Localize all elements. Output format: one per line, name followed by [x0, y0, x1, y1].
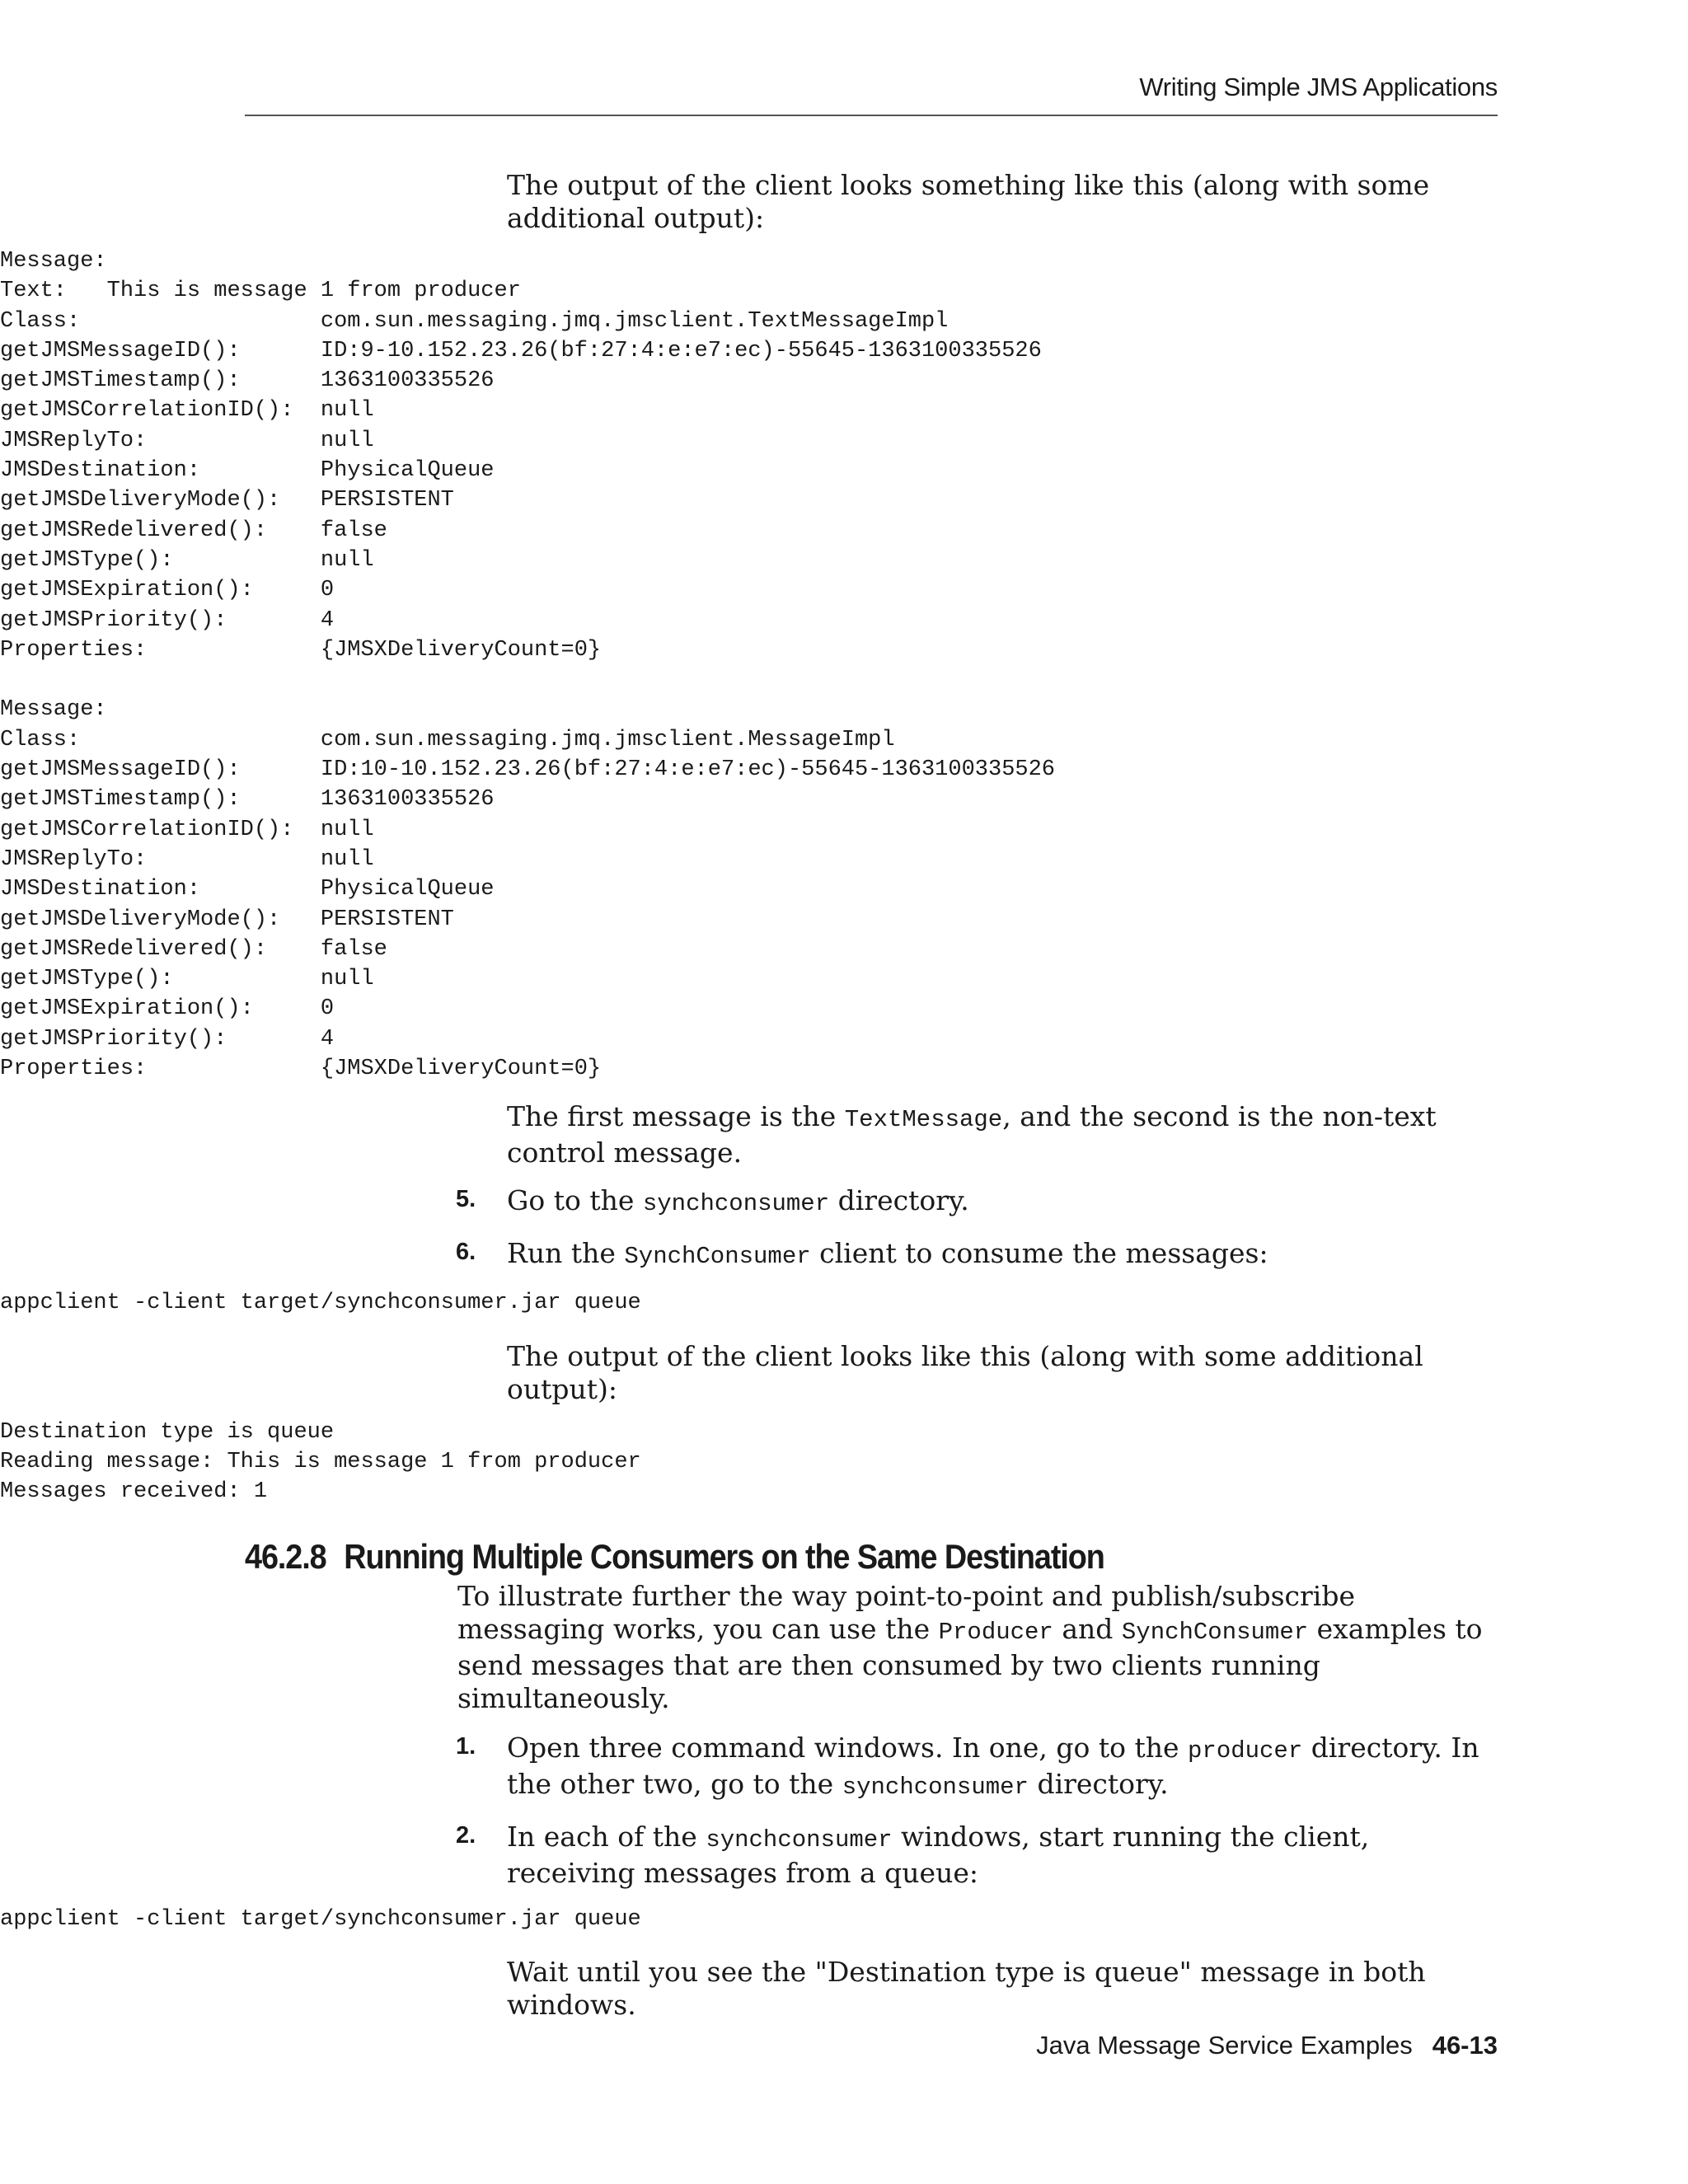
command-code-block: appclient -client target/synchconsumer.jar queue — [0, 1906, 641, 1932]
step-text: In each of the synchconsumer windows, start running the client, receiving messages from a queue: — [507, 1820, 1370, 1889]
footer-book-title: Java Message Service Examples — [1036, 2031, 1413, 2060]
first-message-paragraph: The first message is the TextMessage, and the second is the non-text control message. — [507, 1100, 1437, 1169]
inline-code-synchconsumer-class: SynchConsumer — [624, 1243, 811, 1271]
step-2 — [456, 1820, 1504, 1890]
inline-code-textmessage: TextMessage — [844, 1106, 1003, 1134]
command-code-block: appclient -client target/synchconsumer.jar queue — [0, 1291, 641, 1316]
step-text: Run the SynchConsumer client to consume the messages: — [507, 1237, 1268, 1271]
inline-code-producer-dir: producer — [1188, 1736, 1303, 1765]
page-footer — [1036, 2031, 1498, 2060]
step-6 — [456, 1237, 1504, 1273]
consumer-output-code-block: Destination type is queue Reading message: This is message 1 from producer Messages received: 1 — [0, 1419, 641, 1505]
step-number: 5. — [456, 1186, 476, 1213]
step-1 — [456, 1731, 1504, 1804]
inline-code-synchconsumer: synchconsumer — [706, 1825, 893, 1854]
inline-code-synchconsumer-class: SynchConsumer — [1121, 1618, 1309, 1646]
section-number: 46.2.8 — [245, 1536, 326, 1576]
output-paragraph: The output of the client looks like this (along with some additional output): — [507, 1339, 1423, 1405]
page-body — [0, 169, 1688, 2022]
step-text: Go to the synchconsumer directory. — [507, 1184, 969, 1218]
inline-code-synchconsumer: synchconsumer — [842, 1773, 1029, 1801]
inline-code-synchconsumer: synchconsumer — [642, 1190, 830, 1218]
section-heading — [245, 1535, 1544, 1578]
inline-code-producer: Producer — [938, 1618, 1053, 1646]
step-number: 1. — [456, 1732, 476, 1760]
wait-paragraph: Wait until you see the "Destination type is queue" message in both windows. — [507, 1955, 1426, 2021]
message-output-code-block: Message: Text: This is message 1 from producer Class: com.sun.messaging.jmq.jmsclient.TextMessageImpl getJMSMessageID(): ID:9-10.152.23.26(bf:27:4:e:e7:ec)-55645-1363100335526 getJMSTimestamp(): 1363100335526 getJMSCorrelationID(): null JMSReplyTo: null JMSDestination: PhysicalQueue getJMSDeliveryMode(): PERSISTENT getJMSRedelivered(): false getJMSType(): null getJMSExpiration(): 0 getJMSPriority(): 4 Properties: {JMSXDeliveryCount=0} Message: Class: com.sun.messaging.jmq.jmsclient.MessageImpl getJMSMessageID(): ID:10-10.152.23.26(bf:27:4:e:e7:ec)-55645-1363100335526 getJMSTimestamp(): 1363100335526 getJMSCorrelationID(): null JMSReplyTo: null JMSDestination: PhysicalQueue getJMSDeliveryMode(): PERSISTENT getJMSRedelivered(): false getJMSType(): null getJMSExpiration(): 0 getJMSPriority(): 4 Properties: {JMSXDeliveryCount=0} — [0, 249, 1056, 1082]
page-header — [245, 71, 1498, 116]
section-intro-paragraph: To illustrate further the way point-to-point and publish/subscribe messaging works, you can use the Producer and SynchConsumer examples to send messages that are then consumed by two clients running simultaneously. — [457, 1579, 1483, 1714]
step-5 — [456, 1184, 1504, 1221]
footer-page-number: 46-13 — [1432, 2031, 1498, 2060]
section-title: Running Multiple Consumers on the Same Destination — [344, 1536, 1104, 1576]
step-number: 6. — [456, 1239, 476, 1266]
step-text: Open three command windows. In one, go to the producer directory. In the other two, go to the synchconsumer directory. — [507, 1731, 1479, 1801]
intro-paragraph: The output of the client looks something like this (along with some additional output): — [507, 169, 1430, 234]
running-header-title: Writing Simple JMS Applications — [1139, 73, 1498, 101]
step-number: 2. — [456, 1821, 476, 1849]
